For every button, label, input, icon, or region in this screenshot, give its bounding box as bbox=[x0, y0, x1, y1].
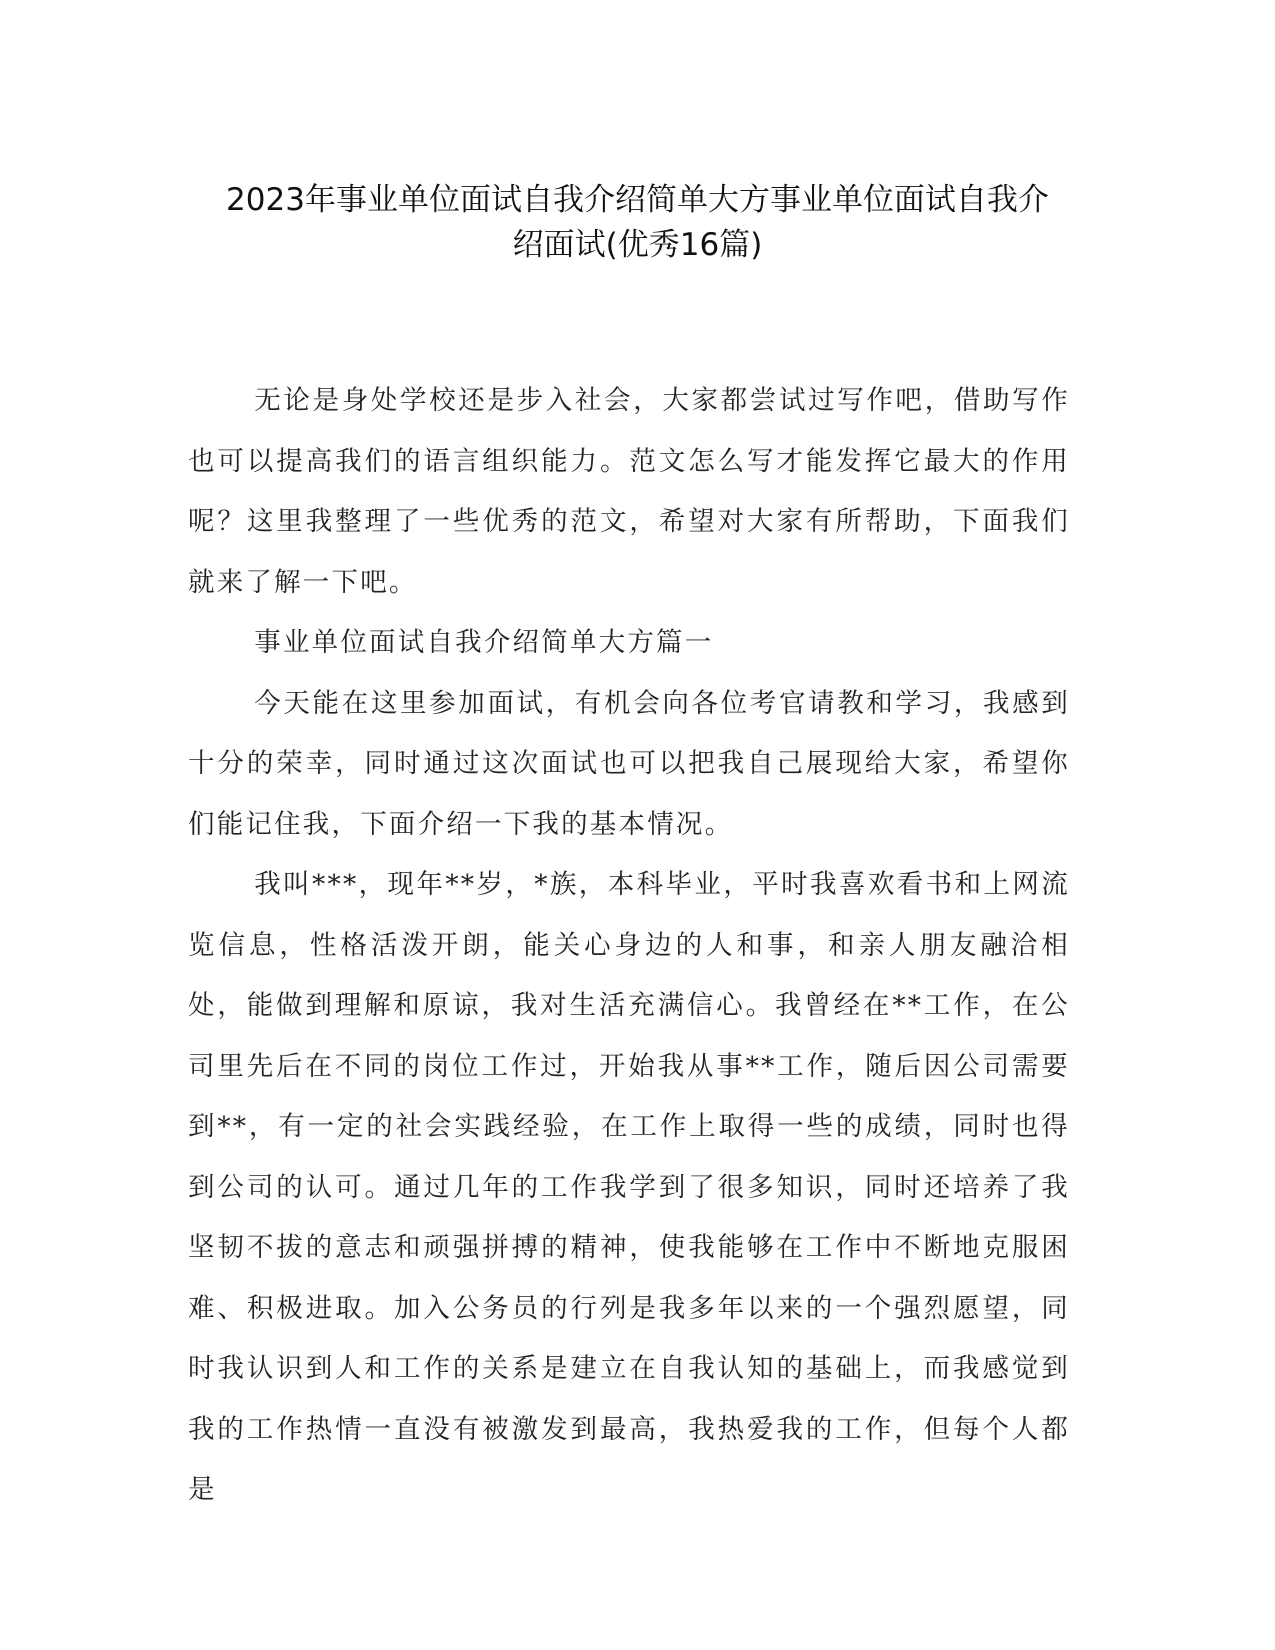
title-line-1: 2023年事业单位面试自我介绍简单大方事业单位面试自我介 bbox=[226, 182, 1049, 218]
body-paragraph: 我叫***，现年**岁，*族，本科毕业，平时我喜欢看书和上网流览信息，性格活泼开朗，能关心身边的人和事，和亲人朋友融洽相处，能做到理解和原谅，我对生活充满信心。我曾经在**工作，在公司里先后在不同的岗位工作过，开始我从事**工作，随后因公司需要到**，有一定的社会实践经验，在工作上取得一些的成绩，同时也得到公司的认可。通过几年的工作我学到了很多知识，同时还培养了我坚韧不拔的意志和顽强拼搏的精神，使我能够在工作中不断地克服困难、积极进取。加入公务员的行列是我多年以来的一个强烈愿望，同时我认识到人和工作的关系是建立在自我认知的基础上，而我感觉到我的工作热情一直没有被激发到最高，我热爱我的工作，但每个人都是 bbox=[188, 869, 1070, 1505]
document-body bbox=[188, 371, 1070, 1521]
body-paragraph: 今天能在这里参加面试，有机会向各位考官请教和学习，我感到十分的荣幸，同时通过这次面试也可以把我自己展现给大家，希望你们能记住我，下面介绍一下我的基本情况。 bbox=[188, 687, 1070, 840]
title-line-2: 绍面试(优秀16篇) bbox=[512, 227, 763, 263]
section-heading: 事业单位面试自我介绍简单大方篇一 bbox=[254, 627, 714, 658]
document-title bbox=[150, 178, 1125, 268]
intro-paragraph: 无论是身处学校还是步入社会，大家都尝试过写作吧，借助写作也可以提高我们的语言组织能力。范文怎么写才能发挥它最大的作用呢？这里我整理了一些优秀的范文，希望对大家有所帮助，下面我们就来了解一下吧。 bbox=[188, 385, 1070, 598]
